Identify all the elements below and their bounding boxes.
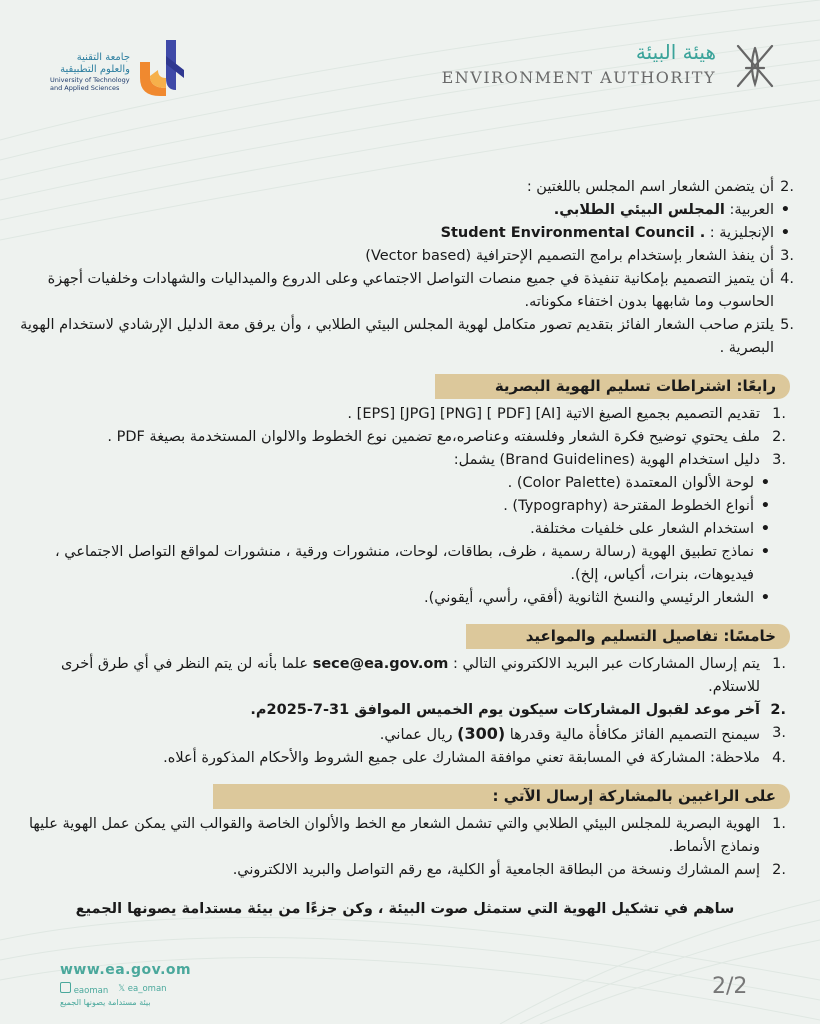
prize-amount: (300) xyxy=(457,724,506,743)
utas-english-line-1: University of Technology xyxy=(50,76,130,84)
english-council-name: Student Environmental Council . xyxy=(440,225,706,241)
section-4-item-3: .3 دليل استخدام الهوية (Brand Guidelines) يشمل: xyxy=(453,452,786,468)
english-name-bullet: • الإنجليزية : Student Environmental Council . xyxy=(20,222,790,245)
section-5-item-3: .3 سيمنح التصميم الفائز مكافأة مالية وقدرها (300) ريال عماني. xyxy=(379,724,786,743)
deadline-text: آخر موعد لقبول المشاركات سيكون يوم الخميس الموافق 31-7-2025م. xyxy=(250,702,760,718)
logo-req-item-2: .2 أن يتضمن الشعار اسم المجلس باللغتين : xyxy=(526,179,794,195)
section-5-item-1: .1 يتم إرسال المشاركات عبر البريد الالكتروني التالي : sece@ea.gov.om علما بأنه لن يتم النظر في أي طرق أخرى للاستلام. xyxy=(60,656,786,695)
section-4-sub-2: • أنواع الخطوط المقترحة (Typography) . xyxy=(20,495,790,518)
footer xyxy=(60,962,260,1007)
instagram-handle[interactable]: eaoman xyxy=(60,982,108,996)
section-5-item-4: .4 ملاحظة: المشاركة في المسابقة تعني موافقة المشارك على جميع الشروط والأحكام المذكورة أعلاه. xyxy=(163,750,786,766)
logo-req-item-5: .5 يلتزم صاحب الشعار الفائز بتقديم تصور متكامل لهوية المجلس البيئي الطلابي ، وأن يرفق معة الدليل الإرشادي لاستخدام الهوية البصرية . xyxy=(20,317,794,356)
document-body xyxy=(20,176,794,921)
x-icon: 𝕏 xyxy=(118,984,126,994)
page-number: 2/2 xyxy=(712,974,748,999)
ea-arabic-name: هيئة البيئة xyxy=(635,40,716,64)
utas-english-line-2: and Applied Sciences xyxy=(50,84,120,92)
section-6-item-2: .2 إسم المشارك ونسخة من البطاقة الجامعية أو الكلية، مع رقم التواصل والبريد الالكتروني. xyxy=(232,862,786,878)
utas-arabic-line-2: والعلوم التطبيقية xyxy=(60,64,130,75)
closing-statement: ساهم في تشكيل الهوية التي ستمثل صوت البيئة ، وكن جزءًا من بيئة مستدامة يصونها الجميع xyxy=(75,901,735,917)
section-4-sub-5: • الشعار الرئيسي والنسخ الثانوية (أفقي، رأسي، أيقوني). xyxy=(20,587,790,610)
section-4-heading: رابعًا: اشتراطات تسليم الهوية البصرية xyxy=(435,374,790,399)
social-handles xyxy=(60,982,260,996)
oman-emblem-icon xyxy=(732,40,778,92)
footer-tagline: بيئة مستدامة يصونها الجميع xyxy=(60,998,151,1007)
section-4-sub-3: • استخدام الشعار على خلفيات مختلفة. xyxy=(20,518,790,541)
section-4-sub-1: • لوحة الألوان المعتمدة (Color Palette) . xyxy=(20,472,790,495)
website-link[interactable]: www.ea.gov.om xyxy=(60,962,192,978)
section-4-item-2: .2 ملف يحتوي توضيح فكرة الشعار وفلسفته وعناصره،مع تضمين نوع الخطوط والالوان المستخدمة بصيغة PDF . xyxy=(107,429,786,445)
section-5-heading: خامسًا: تفاصيل التسليم والمواعيد xyxy=(466,624,790,649)
utas-mark-icon xyxy=(136,38,188,100)
utas-logo xyxy=(50,38,190,102)
logo-req-item-4: .4 أن يتميز التصميم بإمكانية تنفيذة في جميع منصات التواصل الاجتماعي وعلى الدروع والميداليات والشهادات وخلفيات أجهزة الحاسوب وما شابهها بدون اختفاء مكوناته. xyxy=(47,271,794,310)
section-5-item-2: .2 آخر موعد لقبول المشاركات سيكون يوم الخميس الموافق 31-7-2025م. xyxy=(250,702,786,718)
arabic-council-name: المجلس البيئي الطلابي. xyxy=(553,202,725,218)
utas-arabic-line-1: جامعة التقنية xyxy=(76,52,130,63)
section-4-item-1: .1 تقديم التصميم بجميع الصيغ الاتية [AI] [PDF ] [PNG] [JPG] [EPS] . xyxy=(347,406,786,422)
section-4-sub-4: • نماذج تطبيق الهوية (رسالة رسمية ، ظرف، بطاقات، لوحات، منشورات ورقية ، منشورات لمواقع التواصل الاجتماعي ، فيديوهات، بنرات، أكياس، إلخ). xyxy=(20,541,790,587)
environment-authority-logo xyxy=(441,40,778,98)
section-6-heading: على الراغبين بالمشاركة إرسال الآتي : xyxy=(213,784,791,809)
ea-english-name: ENVIRONMENT AUTHORITY xyxy=(441,68,716,87)
x-handle[interactable]: 𝕏 ea_oman xyxy=(118,984,167,994)
logo-req-item-3: .3 أن ينفذ الشعار بإستخدام برامج التصميم الإحترافية (Vector based) xyxy=(365,248,794,264)
instagram-icon xyxy=(60,982,71,993)
section-6-item-1: .1 الهوية البصرية للمجلس البيئي الطلابي والتي تشمل الشعار مع الخط والألوان الخاصة والقوالب التي يمكن عمل الهوية عليها ونماذج الأنماط. xyxy=(28,816,786,855)
submission-email: sece@ea.gov.om xyxy=(312,656,449,672)
arabic-name-bullet: • العربية: المجلس البيئي الطلابي. xyxy=(20,199,790,222)
